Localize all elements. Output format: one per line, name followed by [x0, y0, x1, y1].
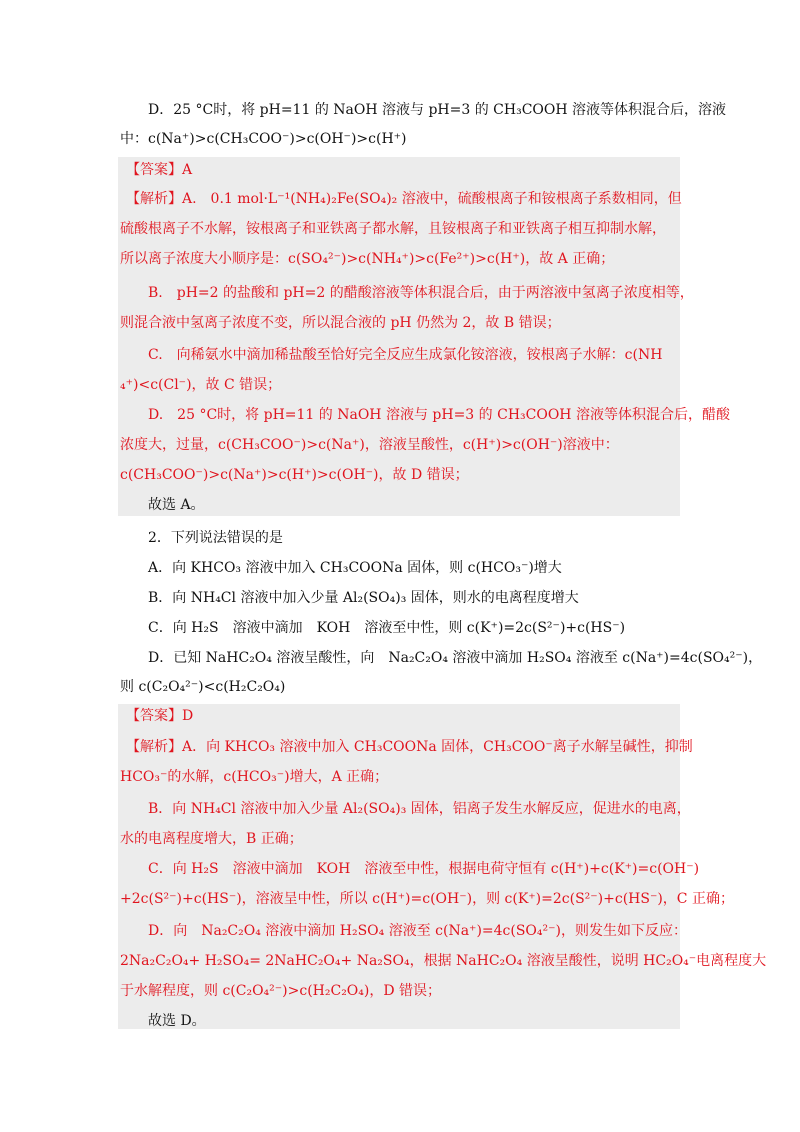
q2-explanation-line: B．向 NH₄Cl 溶液中加入少量 Al₂(SO₄)₃ 固体，铝离子发生水解反应，促进水的电离，: [148, 801, 691, 817]
q1-explanation-line: 【解析】A. 0.1 mol·L⁻¹(NH₄)₂Fe(SO₄)₂ 溶液中，硫酸根离子和铵根离子系数相同，但: [126, 191, 682, 207]
q2-stem: 2．下列说法错误的是: [148, 530, 283, 546]
q2-explanation-line: HCO₃⁻的水解，c(HCO₃⁻)增大，A 正确；: [120, 769, 389, 785]
q2-explanation-conclusion: 故选 D。: [148, 1013, 206, 1029]
q2-option-a: A．向 KHCO₃ 溶液中加入 CH₃COONa 固体，则 c(HCO₃⁻)增大: [148, 560, 562, 576]
q1-option-d-line1: D．25 °C时，将 pH=11 的 NaOH 溶液与 pH=3 的 CH₃COOH 溶液等体积混合后，溶液: [148, 102, 727, 118]
q1-option-d-line2: 中：c(Na⁺)>c(CH₃COO⁻)>c(OH⁻)>c(H⁺): [120, 131, 407, 147]
q2-explanation-line: +2c(S²⁻)+c(HS⁻)，溶液呈中性，所以 c(H⁺)=c(OH⁻)，则 c(K⁺)=2c(S²⁻)+c(HS⁻)，C 正确；: [120, 891, 734, 907]
q1-explanation-conclusion: 故选 A。: [148, 497, 205, 513]
q2-explanation-line: 于水解程度，则 c(C₂O₄²⁻)>c(H₂C₂O₄)，D 错误；: [120, 983, 442, 999]
q1-explanation-line: c(CH₃COO⁻)>c(Na⁺)>c(H⁺)>c(OH⁻)，故 D 错误；: [120, 467, 469, 483]
q1-answer-label: 【答案】A: [126, 162, 193, 178]
q2-option-d-continued: 则 c(C₂O₄²⁻)<c(H₂C₂O₄): [120, 679, 286, 695]
q1-explanation-line: B. pH=2 的盐酸和 pH=2 的醋酸溶液等体积混合后，由于两溶液中氢离子浓度相等，: [148, 285, 694, 301]
q1-explanation-line: D. 25 °C时，将 pH=11 的 NaOH 溶液与 pH=3 的 CH₃COOH 溶液等体积混合后，醋酸: [148, 407, 730, 423]
q2-explanation-line: C．向 H₂S 溶液中滴加 KOH 溶液至中性，根据电荷守恒有 c(H⁺)+c(K⁺)=c(OH⁻): [148, 861, 700, 877]
q2-explanation-line: D．向 Na₂C₂O₄ 溶液中滴加 H₂SO₄ 溶液至 c(Na⁺)=4c(SO₄²⁻)，则发生如下反应：: [148, 923, 687, 939]
q2-explanation-line: 【解析】A．向 KHCO₃ 溶液中加入 CH₃COONa 固体，CH₃COO⁻离子水解呈碱性，抑制: [126, 739, 693, 755]
q1-explanation-line: 所以离子浓度大小顺序是：c(SO₄²⁻)>c(NH₄⁺)>c(Fe²⁺)>c(H⁺)，故 A 正确；: [120, 251, 615, 267]
q1-explanation-line: 则混合液中氢离子浓度不变，所以混合液的 pH 仍然为 2，故 B 错误；: [120, 315, 561, 331]
q1-explanation-line: 硫酸根离子不水解，铵根离子和亚铁离子都水解，且铵根离子和亚铁离子相互抑制水解，: [120, 221, 666, 237]
q1-answer-block: [118, 157, 680, 516]
q1-explanation-line: 浓度大，过量，c(CH₃COO⁻)>c(Na⁺)，溶液呈酸性，c(H⁺)>c(OH⁻)溶液中：: [120, 437, 619, 453]
q2-option-d: D．已知 NaHC₂O₄ 溶液呈酸性，向 Na₂C₂O₄ 溶液中滴加 H₂SO₄ 溶液至 c(Na⁺)=4c(SO₄²⁻)，: [148, 650, 763, 666]
q1-explanation-line: ₄⁺)<c(Cl⁻)，故 C 错误；: [120, 377, 282, 393]
q2-option-b: B．向 NH₄Cl 溶液中加入少量 Al₂(SO₄)₃ 固体，则水的电离程度增大: [148, 590, 579, 606]
q2-answer-label: 【答案】D: [126, 708, 194, 724]
q2-explanation-line: 2Na₂C₂O₄+ H₂SO₄= 2NaHC₂O₄+ Na₂SO₄，根据 NaHC₂O₄ 溶液呈酸性，说明 HC₂O₄⁻电离程度大: [120, 953, 767, 969]
q2-explanation-line: 水的电离程度增大，B 正确；: [120, 831, 303, 847]
q2-option-c: C．向 H₂S 溶液中滴加 KOH 溶液至中性，则 c(K⁺)=2c(S²⁻)+c(HS⁻): [148, 620, 626, 636]
q1-explanation-line: C. 向稀氨水中滴加稀盐酸至恰好完全反应生成氯化铵溶液，铵根离子水解：c(NH: [148, 347, 663, 363]
